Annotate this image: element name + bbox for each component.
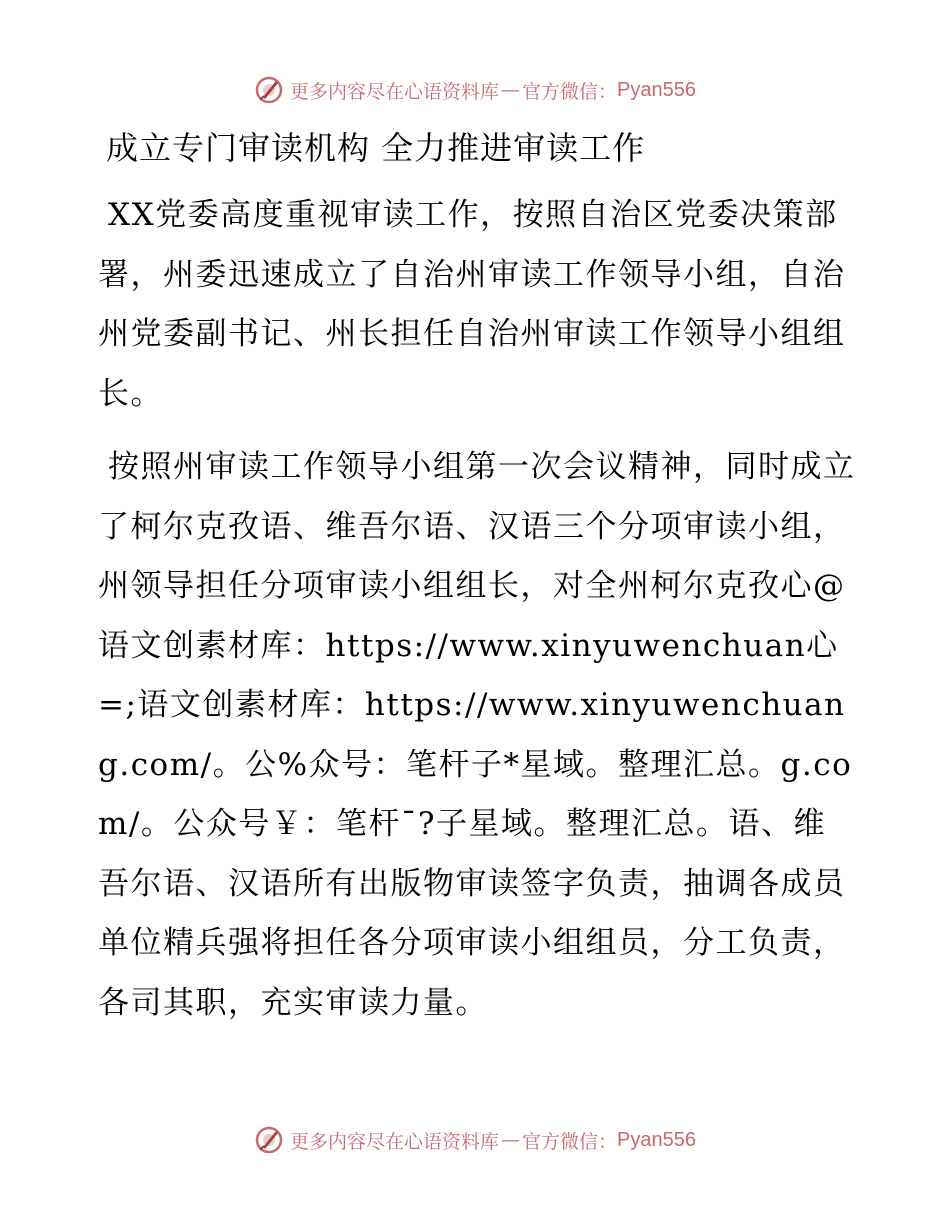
header-brand-text: 更多内容尽在心语资料库 [290, 80, 500, 103]
header-wechat-label: 官方微信： [522, 80, 618, 103]
footer-wechat-label: 官方微信： [522, 1130, 618, 1153]
quill-circle-icon [254, 75, 284, 105]
header-separator: — [501, 79, 521, 101]
footer-wechat-id: Pyan556 [617, 1128, 696, 1151]
header-banner [0, 70, 950, 110]
document-body [98, 120, 858, 1033]
footer-separator: — [501, 1129, 521, 1151]
quill-circle-icon [254, 1125, 284, 1155]
header-wechat-id: Pyan556 [617, 78, 696, 101]
document-title: 成立专门审读机构 全力推进审读工作 [106, 129, 646, 167]
paragraph-2: 按照州审读工作领导小组第一次会议精神，同时成立了柯尔克孜语、维吾尔语、汉语三个分项审读小组，州领导担任分项审读小组组长，对全州柯尔克孜心@语文创素材库：https://www.xinyuwenchuan心=;语文创素材库：https://www.xinyuwenchuang.com/。公%众号：笔杆子*星域。整理汇总。g.com/。公众号￥：笔杆¯?子星域。整理汇总。语、维吾尔语、汉语所有出版物审读签字负责，抽调各成员单位精兵强将担任各分项审读小组组员，分工负责，各司其职，充实审读力量。 [98, 449, 856, 1021]
footer-brand-text: 更多内容尽在心语资料库 [290, 1130, 500, 1153]
footer-banner [0, 1120, 950, 1160]
paragraph-1: XX党委高度重视审读工作，按照自治区党委决策部署，州委迅速成立了自治州审读工作领导小组，自治州党委副书记、州长担任自治州审读工作领导小组组长。 [98, 197, 846, 412]
